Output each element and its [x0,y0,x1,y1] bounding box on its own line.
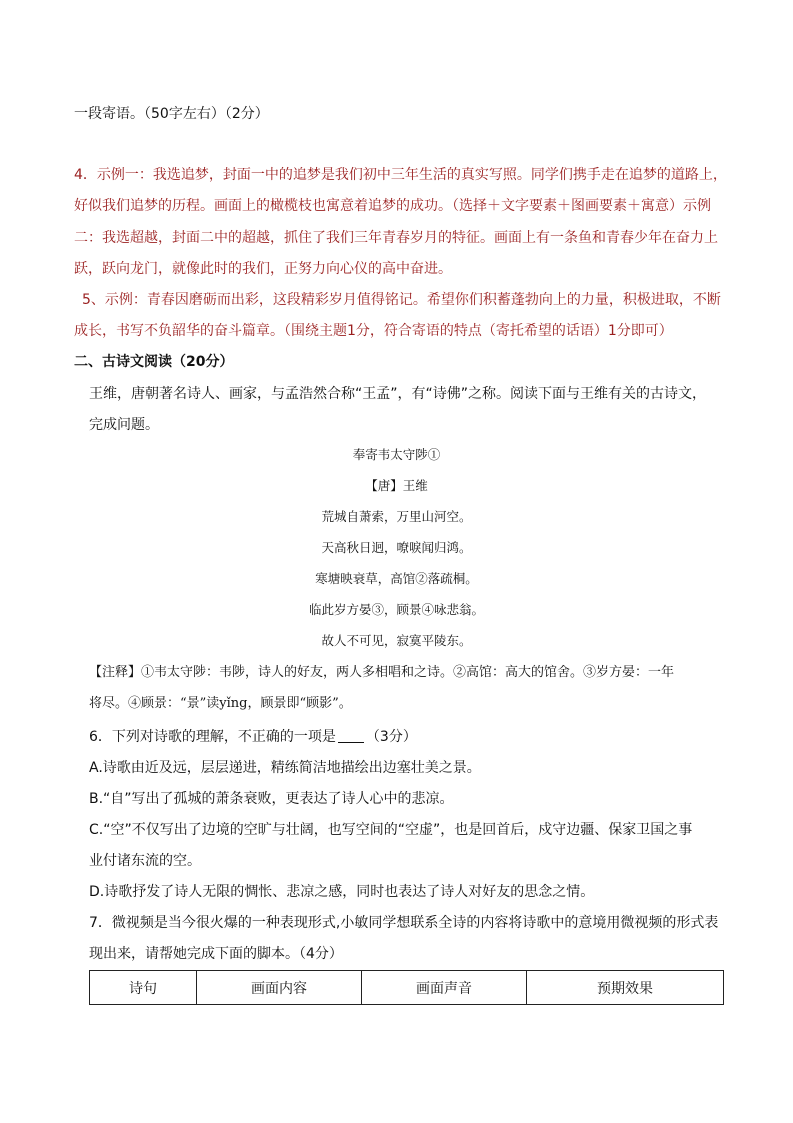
poem-line-2: 天高秋日迥，嘹唳闻归鸿。 [321,540,472,555]
question-6-option-d: D.诗歌抒发了诗人无限的惆怅、悲凉之感，同时也表达了诗人对好友的思念之情。 [89,884,595,900]
poem-title: 奉寄韦太守陟① [352,447,441,462]
header-cell-verse: 诗句 [90,971,197,1005]
question-6-points: （3分） [365,729,417,745]
question-6-stem-text: 6．下列对诗歌的理解，不正确的一项是 [89,729,336,745]
header-cell-scene-sound: 画面声音 [362,971,527,1005]
header-cell-scene-content: 画面内容 [197,971,362,1005]
notes-line-2: 将尽。④顾景：“景”读yǐng，顾景即“顾影”。 [89,696,352,711]
script-table [89,970,724,1005]
section-heading: 二、古诗文阅读（20分） [74,354,234,370]
question-7-line-2: 现出来，请帮她完成下面的脚本。（4分） [89,946,343,962]
question-6-option-a: A.诗歌由近及远，层层递进，精练简洁地描绘出边塞壮美之景。 [89,760,481,776]
answer-blank [338,728,364,743]
poem-author: 【唐】王维 [365,478,428,493]
answer-4-line-1: 4．示例一：我选追梦，封面一中的追梦是我们初中三年生活的真实写照。同学们携手走在追梦的道路上， [74,167,727,183]
question-6-stem [89,727,417,747]
passage-intro-line-1: 王维，唐朝著名诗人、画家，与孟浩然合称“王孟”，有“诗佛”之称。阅读下面与王维有关的古诗文， [89,386,707,402]
question-6-option-b: B.“自”写出了孤城的萧条衰败，更表达了诗人心中的悲凉。 [89,791,454,807]
answer-4-line-4: 跃，跃向龙门，就像此时的我们，正努力向心仪的高中奋进。 [74,261,452,277]
script-table-header-row [90,971,724,1005]
answer-4-line-2: 好似我们追梦的历程。画面上的橄榄枝也寓意着追梦的成功。（选择＋文字要素＋图画要素＋寓意）示例 [74,198,711,214]
question-6-option-c-line-2: 业付诸东流的空。 [89,853,201,869]
question-7-line-1: 7．微视频是当今很火爆的一种表现形式,小敏同学想联系全诗的内容将诗歌中的意境用微视频的形式表 [89,915,719,931]
answer-4-line-3: 二：我选超越，封面二中的超越，抓住了我们三年青春岁月的特征。画面上有一条鱼和青春少年在奋力上 [74,230,718,246]
poem-line-5: 故人不可见，寂寞平陵东。 [321,633,472,648]
notes-line-1: 【注释】①韦太守陟：韦陟，诗人的好友，两人多相唱和之诗。②高馆：高大的馆舍。③岁方晏：一年 [89,665,675,680]
poem-line-3: 寒塘映衰草，高馆②落疏桐。 [315,571,478,586]
answer-5-line-2: 成长，书写不负韶华的奋斗篇章。（围绕主题1分，符合寄语的特点（寄托希望的话语）1分即可） [74,323,673,339]
question-6-option-c-line-1: C.“空”不仅写出了边境的空旷与壮阔，也写空间的“空虚”，也是回首后，戍守边疆、保家卫国之事 [89,822,693,838]
intro-line: 一段寄语。（50字左右）（2分） [74,106,269,122]
answer-5-line-1: 5、示例：青春因磨砺而出彩，这段精彩岁月值得铭记。希望你们积蓄蓬勃向上的力量，积极进取，不断 [82,292,721,308]
passage-intro-line-2: 完成问题。 [89,417,159,433]
poem-line-4: 临此岁方晏③，顾景④咏悲翁。 [308,602,484,617]
poem-line-1: 荒城自萧索，万里山河空。 [321,509,472,524]
header-cell-expected-effect: 预期效果 [527,971,724,1005]
